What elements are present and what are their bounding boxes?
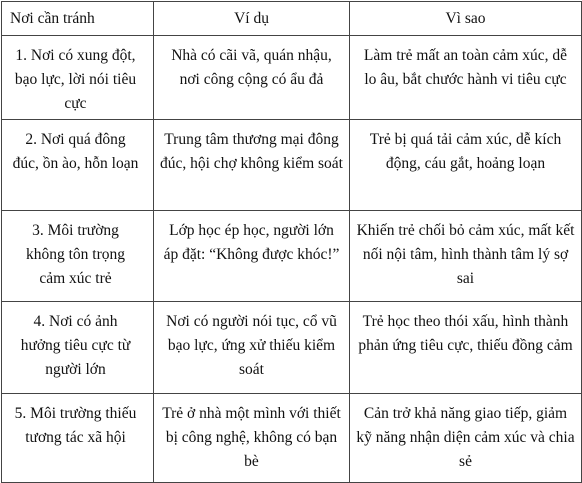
cell-place: 4. Nơi có ảnh hưởng tiêu cực từ người lớn [2,302,154,394]
header-place: Nơi cần tránh [2,2,154,36]
cell-place: 3. Môi trường không tôn trọng cảm xúc trẻ [2,211,154,302]
table-row [2,302,582,394]
header-example: Ví dụ [154,2,350,36]
cell-reason: Cản trở khả năng giao tiếp, giảm kỹ năng nhận diện cảm xúc và chia sẻ [350,394,582,483]
table-header-row [2,2,582,36]
cell-example: Trung tâm thương mại đông đúc, hội chợ không kiểm soát [154,120,350,211]
table-row [2,36,582,120]
cell-example: Nơi có người nói tục, cổ vũ bạo lực, ứng xử thiếu kiểm soát [154,302,350,394]
cell-place: 5. Môi trường thiếu tương tác xã hội [2,394,154,483]
header-reason: Vì sao [350,2,582,36]
cell-reason: Làm trẻ mất an toàn cảm xúc, dễ lo âu, bắt chước hành vi tiêu cực [350,36,582,120]
cell-place: 2. Nơi quá đông đúc, ồn ào, hỗn loạn [2,120,154,211]
table-row [2,211,582,302]
cell-reason: Khiến trẻ chối bỏ cảm xúc, mất kết nối nội tâm, hình thành tâm lý sợ sai [350,211,582,302]
cell-place: 1. Nơi có xung đột, bạo lực, lời nói tiêu cực [2,36,154,120]
table-row [2,120,582,211]
cell-reason: Trẻ bị quá tải cảm xúc, dễ kích động, cáu gắt, hoảng loạn [350,120,582,211]
places-to-avoid-table [1,1,582,483]
table-row [2,394,582,483]
cell-reason: Trẻ học theo thói xấu, hình thành phản ứng tiêu cực, thiếu đồng cảm [350,302,582,394]
cell-example: Lớp học ép học, người lớn áp đặt: “Không được khóc!” [154,211,350,302]
cell-example: Trẻ ở nhà một mình với thiết bị công nghệ, không có bạn bè [154,394,350,483]
cell-example: Nhà có cãi vã, quán nhậu, nơi công cộng có ẩu đả [154,36,350,120]
